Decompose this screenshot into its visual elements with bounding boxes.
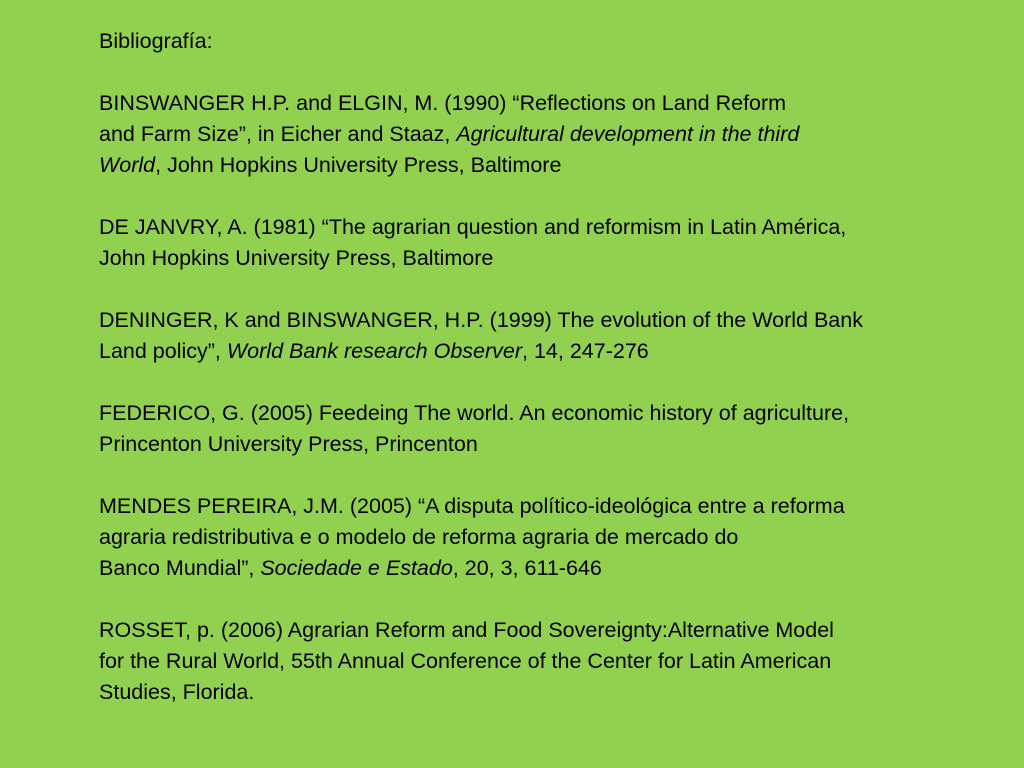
reference-line	[99, 522, 1019, 553]
reference-text: for the Rural World, 55th Annual Conference of the Center for Latin American	[99, 649, 832, 673]
reference-text: Banco Mundial”,	[99, 556, 261, 580]
reference-text: and Farm Size”, in Eicher and Staaz,	[99, 122, 457, 146]
reference-text: Land policy”,	[99, 339, 227, 363]
reference-text: Studies, Florida.	[99, 680, 255, 704]
reference-line	[99, 615, 1019, 646]
reference-source-title: Agricultural development in the third	[456, 122, 800, 146]
reference-text: Princenton University Press, Princenton	[99, 432, 478, 456]
reference-text: agraria redistributiva e o modelo de reforma agraria de mercado do	[99, 525, 739, 549]
reference-text: , 14, 247-276	[522, 339, 649, 363]
reference-text: DE JANVRY, A. (1981) “The agrarian question and reformism in Latin América,	[99, 215, 847, 239]
reference-line	[99, 336, 1019, 367]
reference-text: BINSWANGER H.P. and ELGIN, M. (1990) “Reflections on Land Reform	[99, 91, 787, 115]
reference-line	[99, 429, 1019, 460]
reference-text: FEDERICO, G. (2005) Feedeing The world. An economic history of agriculture,	[99, 401, 850, 425]
reference-text: DENINGER, K and BINSWANGER, H.P. (1999) The evolution of the World Bank	[99, 308, 863, 332]
reference-list	[99, 88, 1019, 708]
reference-source-title: World	[99, 153, 156, 177]
reference-line	[99, 119, 1019, 150]
reference-line	[99, 243, 1019, 274]
reference-entry	[99, 398, 1019, 460]
reference-line	[99, 646, 1019, 677]
reference-line	[99, 553, 1019, 584]
reference-text: ROSSET, p. (2006) Agrarian Reform and Food Sovereignty:Alternative Model	[99, 618, 834, 642]
reference-text: MENDES PEREIRA, J.M. (2005) “A disputa político-ideológica entre a reforma	[99, 494, 845, 518]
reference-line	[99, 677, 1019, 708]
reference-entry	[99, 305, 1019, 367]
bibliography-slide	[99, 26, 1019, 739]
reference-line	[99, 491, 1019, 522]
reference-line	[99, 305, 1019, 336]
reference-source-title: World Bank research Observer	[226, 339, 523, 363]
reference-line	[99, 88, 1019, 119]
reference-entry	[99, 212, 1019, 274]
reference-line	[99, 150, 1019, 181]
reference-entry	[99, 491, 1019, 584]
reference-entry	[99, 615, 1019, 708]
reference-entry	[99, 88, 1019, 181]
reference-text: John Hopkins University Press, Baltimore	[99, 246, 494, 270]
reference-source-title: Sociedade e Estado	[260, 556, 453, 580]
reference-line	[99, 398, 1019, 429]
slide-title: Bibliografía:	[99, 29, 213, 53]
reference-text: , John Hopkins University Press, Baltimore	[155, 153, 562, 177]
reference-text: , 20, 3, 611-646	[452, 556, 602, 580]
reference-line	[99, 212, 1019, 243]
